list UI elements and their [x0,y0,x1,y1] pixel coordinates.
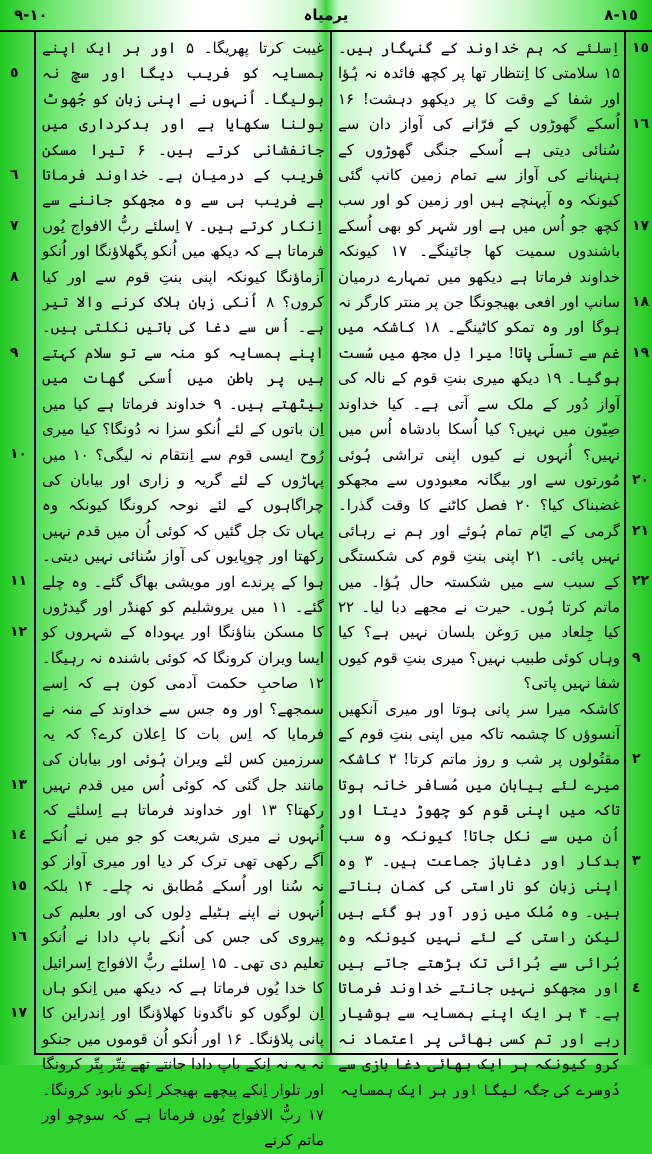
right-text-column [338,36,620,1103]
book-title: یرمیاہ [303,6,349,24]
header-right-reference: ١٥-٨ [604,6,638,24]
left-verse-number: ٧ [10,217,19,234]
left-verse-number: ١٤ [10,827,28,844]
left-verse-number: ١٦ [10,929,28,945]
right-verse-number: ١٩ [632,344,650,361]
right-verse-number: ٢٢ [632,573,650,590]
left-verse-number: ٦ [10,167,19,183]
left-verse-number: ١٢ [10,624,28,641]
right-margin-rule [624,30,626,1055]
right-column-text: اِسلئے کہ ہم خداوند کے گنہگار ہیں۔ ۱۵ سلامتی کا اِنتظار تھا پر کچھ فائدہ نہ ہُؤا اور شفا کے وقت کا پر دیکھو دہشت! ۱۶ اُسکے گھوڑوں کے فرّانے کی آواز دان سے سُنائی دیتی ہے اُسکے جنگی گھوڑوں کے ہنہنانے کی آواز سے تمام زمین کانپ گئی کیونکہ وہ آپہنچے ہیں اور زمین کو اور سب کچھ جو اُس میں ہے اور شہر کو بھی اُسکے باشندوں سمیت کھا جائینگے۔ ۱۷ کیونکہ خداوند فرماتا ہے دیکھو میں تمہارے درمیان سانپ اور افعی بھیجونگا جن پر منتر کارگر نہ ہوگا اور وہ تمکو کاٹینگے۔ ۱۸ کاشکہ میں غم سے تسلّی پاتا! میرا دِل مجھ میں سُست ہوگیا۔ ۱۹ دیکھ میری بنتِ قوم کے نالہ کی آواز دُور کے ملک سے آتی ہے۔ کیا خداوند صِیّون میں نہیں؟ کیا اُسکا بادشاہ اُس میں نہیں؟ اُنہوں نے کیوں اپنی تراشی ہُوئی مُورتوں سے اور بیگانہ معبودوں سے مجھکو غضبناک کیا؟ ۲۰ فصل کاٹنے کا وقت گذرا۔ گرمی کے ایّام تمام ہُوئے اور ہم نے رہائی نہیں پائی۔ ۲۱ اپنی بنتِ قوم کی شکستگی کے سبب سے میں شکستہ حال ہُؤا۔ میں ماتم کرتا ہُوں۔ حیرت نے مجھے دبا لیا۔ ۲۲ کیا جِلعاد میں رَوغن بلسان نہیں ہے؟ کیا وہاں کوئی طبیب نہیں؟ میری بنتِ قوم کیوں شفا نہیں پاتی؟ [338,39,620,693]
left-verse-number: ٨ [10,268,19,285]
left-verse-number: ١٠ [10,446,28,463]
left-margin-rule [34,30,36,1055]
left-verse-number: ٩ [10,344,19,361]
left-verse-number: ١٣ [10,776,28,793]
right-verse-number: ٢ [632,751,641,768]
header-left-reference: ١٠-٩ [14,6,48,24]
left-verse-number: ١٥ [10,878,28,895]
page-header [0,0,652,32]
right-verse-number: ٢١ [632,522,650,539]
right-verse-number: ٢٠ [632,471,650,488]
right-verse-number: ١٨ [632,294,650,310]
right-verse-number: ١٥ [632,40,650,56]
left-verse-number: ١١ [10,573,28,590]
center-column-rule [330,30,332,1055]
left-column-text: غیبت کرتا پھریگا۔ ۵ اور ہر ایک اپنے ہمسایہ کو فریب دیگا اور سچ نہ بولیگا۔ اُنہوں نے اپنی زبان کو جُھوٹ بولنا سکھایا ہے اور بدکرداری میں جانفشانی کرتے ہیں۔ ۶ تیرا مسکن فریب کے درمیان ہے۔ خداوند فرماتا ہے فریب ہی سے وہ مجھکو جاننے سے اِنکار کرتے ہیں۔ ۷ اِسلئے ربُّ الافواج یُوں فرماتا ہے کہ دیکھ میں اُنکو پگھلاؤنگا اور اُنکو آزماؤنگا کیونکہ اپنی بنتِ قوم سے اور کیا کروں؟ ۸ اُنکی زبان ہلاک کرنے والا تیر ہے۔ اُس سے دغا کی باتیں نکلتی ہیں۔ اپنے ہمسایہ کو منہ سے تو سلام کہتے ہیں پر باطن میں اُسکی گھات میں بیٹھتے ہیں۔ ۹ خداوند فرماتا ہے کیا میں اِن باتوں کے لئے اُنکو سزا نہ دُونگا؟ کیا میری رُوح ایسی قوم سے اِنتقام نہ لیگی؟ ۱۰ میں پہاڑوں کے لئے گریہ و زاری اور بیابان کی چراگاہوں کے لئے نوحہ کرونگا کیونکہ وہ یہاں تک جل گئیں کہ کوئی اُن میں قدم نہیں رکھتا اور چوپایوں کی آواز سُنائی نہیں دیتی۔ ہوا کے پرندے اور مویشی بھاگ گئے۔ وہ چلے گئے۔ ۱۱ میں یروشلیم کو کھنڈر اور گیدڑوں کا مسکن بناؤنگا اور یہوداہ کے شہروں کو ایسا ویران کرونگا کہ کوئی باشندہ نہ رہیگا۔ ۱۲ صاحبِ حکمت آدمی کون ہے کہ اِسے سمجھے؟ اور وہ جس سے خداوند کے منہ نے فرمایا کہ اِس بات کا اِعلان کرے؟ کہ یہ سرزمین کس لئے ویران ہُوئی اور بیابان کی مانند جل گئی کہ کوئی اُس میں قدم نہیں رکھتا؟ ۱۳ اور خداوند فرماتا ہے اِسلئے کہ اُنہوں نے میری شریعت کو جو میں نے اُنکے آگے رکھی تھی ترک کر دیا اور میری آواز کو نہ سُنا اور اُسکے مُطابق نہ چلے۔ ۱۴ بلکہ اُنہوں نے اپنے ہٹیلے دِلوں کی اور بعلیم کی پیروی کی جس کی اُنکے باپ دادا نے اُنکو تعلیم دی تھی۔ ۱۵ اِسلئے ربُّ الافواج اِسرائیل کا خدا یُوں فرماتا ہے کہ دیکھ میں اِنکو ہاں اِن لوگوں کو ناگدونا کھلاؤنگا اور اِندراین کا پانی پلاؤنگا۔ ۱۶ اور اُنکو اُن قوموں میں جنکو نہ یہ نہ اِنکے باپ دادا جانتے تھے تِتّر بِتّر کرونگا اور تلوار اِنکے پیچھے بھیجکر اِنکو نابود کرونگا۔ ۱۷ ربُّ الافواج یُوں فرماتا ہے کہ سوچو اور ماتم کرنے [42,39,325,1150]
right-verse-number: ٩ [632,649,641,666]
right-verse-number: ١٦ [632,116,650,133]
right-verse-number: ١٧ [632,217,650,234]
left-text-column [42,36,324,1154]
chapter-nine-text: کاشکہ میرا سر پانی ہوتا اور میری آنکھیں آنسوؤں کا چشمہ تاکہ میں اپنی بنتِ قوم کے مقتُولوں پر شب و روز ماتم کرتا! ۲ کاشکہ میرے لئے بیابان میں مُسافر خانہ ہوتا تاکہ میں اپنی قوم کو چھوڑ دیتا اور اُن میں سے نکل جاتا! کیونکہ وہ سب بدکار اور دغاباز جماعت ہیں۔ ۳ وہ اپنی زبان کو ناراستی کی کمان بناتے ہیں۔ وہ مُلک میں زور آور ہو گئے ہیں لیکن راستی کے لئے نہیں کیونکہ وہ بُرائی سے بُرائی تک بڑھتے جاتے ہیں اور مجھکو نہیں جانتے خداوند فرماتا ہے۔ ۴ ہر ایک اپنے ہمسایہ سے ہوشیار رہے اور تم کسی بھائی پر اعتماد نہ کرو کیونکہ ہر ایک بھائی دغا بازی سے دُوسرے کی جگہ لیگا اور ہر ایک ہمسایہ [338,699,620,1099]
right-verse-number: ٣ [632,852,641,869]
left-verse-number: ٥ [10,65,19,82]
right-verse-number: ٤ [632,979,641,996]
left-verse-number: ١٧ [10,1005,28,1022]
